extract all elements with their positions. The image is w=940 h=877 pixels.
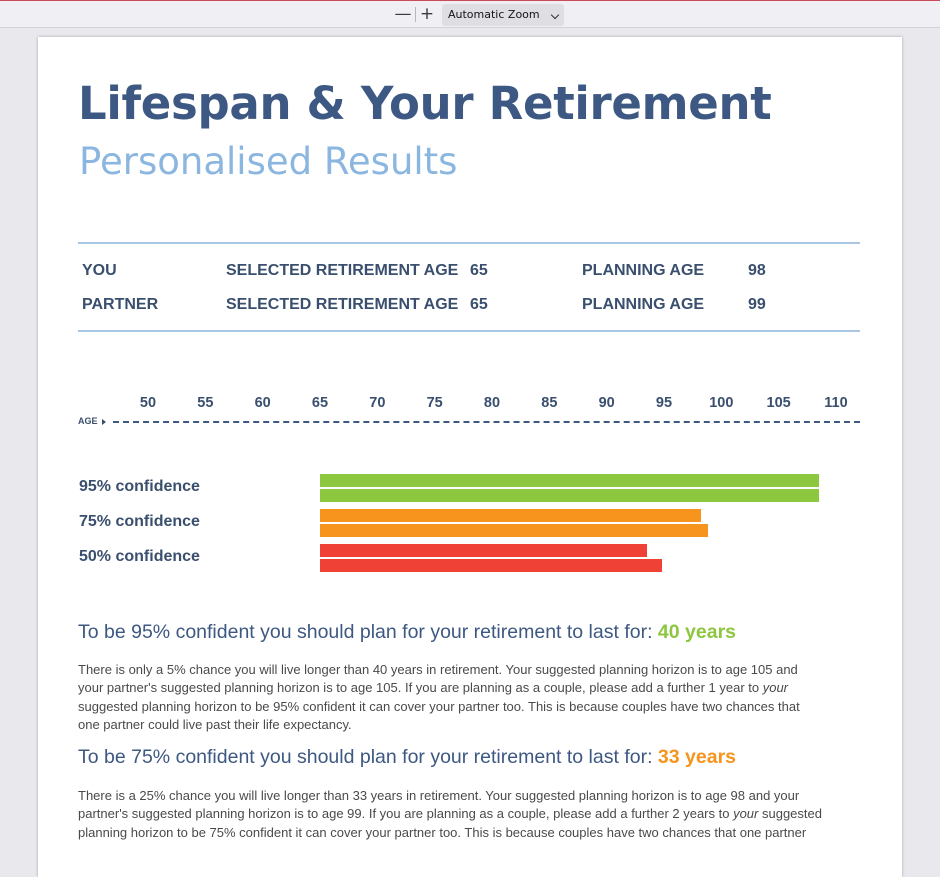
lifespan-bar: [320, 474, 819, 487]
age-tick-label: 105: [766, 395, 791, 411]
age-tick-label: 110: [824, 395, 848, 411]
zoom-out-button[interactable]: —: [394, 4, 412, 24]
heading-years: 33 years: [657, 746, 736, 768]
divider-bottom: [78, 330, 860, 332]
section-paragraph-95: [78, 661, 868, 734]
age-tick-label: 50: [139, 395, 157, 411]
age-axis-label: AGE: [78, 416, 98, 426]
age-tick-label: 75: [426, 395, 443, 411]
age-tick-label: 100: [709, 395, 734, 411]
age-axis-line: [113, 421, 860, 423]
summary-who: YOU: [82, 262, 117, 279]
paragraph-line: There is a 25% chance you will live longer than 33 years in retirement. Your suggested planning horizon is to age 98 and your: [78, 788, 800, 803]
divider-top: [78, 242, 860, 244]
summary-planning-label: PLANNING AGE: [582, 296, 705, 313]
summary-planning-age: 98: [748, 262, 766, 279]
summary-retirement-label: SELECTED RETIREMENT AGE: [226, 262, 459, 279]
section-heading-95: [78, 621, 736, 644]
heading-text: To be 95% confident you should plan for your retirement to last for:: [78, 621, 653, 643]
age-tick-label: 55: [197, 395, 214, 411]
lifespan-bar: [320, 509, 701, 522]
age-tick-label: 90: [598, 395, 615, 411]
age-tick-label: 65: [311, 395, 329, 411]
confidence-label-50: 50% confidence: [79, 548, 200, 565]
chevron-down-icon: [551, 11, 559, 19]
lifespan-bar: [320, 559, 662, 572]
confidence-label-75: 75% confidence: [79, 513, 200, 530]
summary-who: PARTNER: [82, 296, 159, 313]
paragraph-line: partner's suggested planning horizon is to age 99. If you are planning as a couple, please add a further 2 years to your suggested: [78, 806, 822, 822]
paragraph-line: your partner's suggested planning horizon is to age 105. If you are planning as a couple, please add a further 1 year to your: [78, 680, 789, 696]
section-paragraph-75: [78, 787, 868, 842]
summary-retirement-age: 65: [470, 296, 488, 313]
lifespan-bar: [320, 524, 708, 537]
caret-right-icon: [102, 419, 106, 425]
paragraph-line: There is only a 5% chance you will live longer than 40 years in retirement. Your suggested planning horizon is to age 105 and: [78, 662, 798, 677]
document-title: Lifespan & Your Retirement: [78, 77, 772, 130]
paragraph-line: suggested planning horizon to be 95% confident it can cover your partner too. This is because couples have two chances that: [78, 698, 800, 714]
section-heading-75: [78, 746, 736, 769]
age-tick-label: 60: [254, 395, 271, 411]
age-tick-label: 95: [655, 395, 673, 411]
summary-planning-age: 99: [748, 296, 766, 313]
summary-planning-label: PLANNING AGE: [582, 262, 705, 279]
document-subtitle: Personalised Results: [79, 140, 458, 183]
pdf-toolbar: [0, 0, 940, 28]
summary-retirement-age: 65: [470, 262, 488, 279]
zoom-select[interactable]: [442, 4, 564, 26]
age-tick-label: 70: [369, 395, 386, 411]
lifespan-bar: [320, 489, 819, 502]
heading-text: To be 75% confident you should plan for your retirement to last for:: [78, 746, 653, 768]
zoom-select-value: Automatic Zoom: [448, 8, 540, 21]
summary-retirement-label: SELECTED RETIREMENT AGE: [226, 296, 459, 313]
zoom-in-button[interactable]: +: [419, 4, 435, 24]
paragraph-line: one partner could live past their life expectancy.: [78, 716, 352, 732]
heading-years: 40 years: [657, 621, 736, 643]
document-page: [38, 37, 902, 877]
lifespan-bar: [320, 544, 647, 557]
paragraph-line: planning horizon to be 75% confident it can cover your partner too. This is because couples have two chances that one partner: [78, 824, 807, 840]
confidence-label-95: 95% confidence: [79, 478, 200, 495]
age-tick-label: 85: [541, 395, 558, 411]
age-tick-label: 80: [483, 395, 501, 411]
